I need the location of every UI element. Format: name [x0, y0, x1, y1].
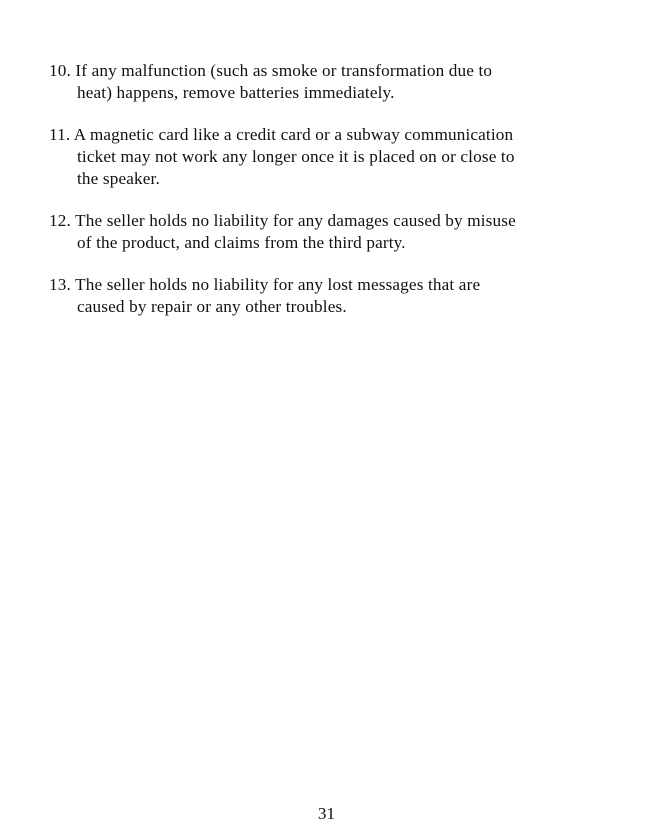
list-item-text: 11. A magnetic card like a credit card or a subway communication: [49, 125, 514, 144]
list-item-text: of the product, and claims from the third party.: [77, 233, 406, 252]
list-item-text: 13. The seller holds no liability for any lost messages that are: [49, 275, 481, 294]
document-body: [49, 60, 609, 338]
list-item-13: [49, 274, 609, 318]
list-item-text: ticket may not work any longer once it is placed on or close to: [77, 147, 515, 166]
list-item-11: [49, 124, 609, 190]
list-item-text: 12. The seller holds no liability for any damages caused by misuse: [49, 211, 516, 230]
list-item-text: caused by repair or any other troubles.: [77, 297, 347, 316]
list-item-text: the speaker.: [77, 169, 160, 188]
list-item-text: heat) happens, remove batteries immediately.: [77, 83, 395, 102]
list-item-10: [49, 60, 609, 104]
list-item-text: 10. If any malfunction (such as smoke or transformation due to: [49, 61, 493, 80]
list-item-12: [49, 210, 609, 254]
page-number: 31: [317, 804, 336, 823]
